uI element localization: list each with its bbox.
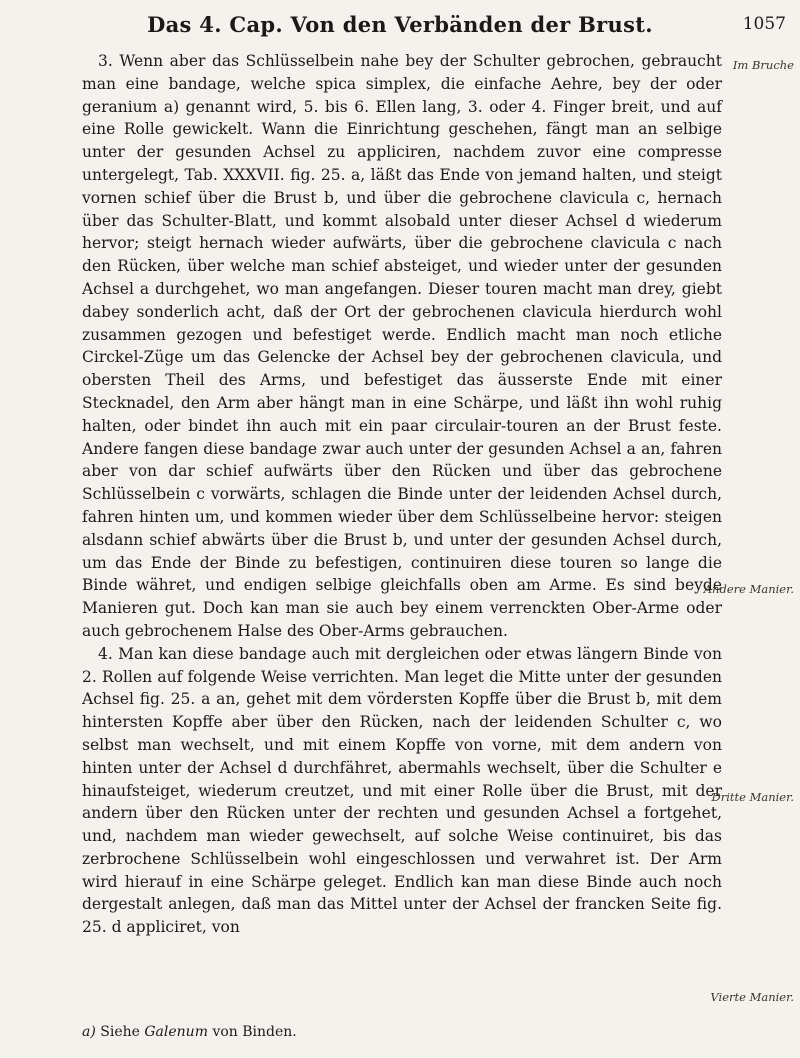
footnote-title: Galenum — [144, 1024, 208, 1040]
margin-note-vierte-manier: Vierte Manier. — [710, 990, 794, 1004]
margin-note-dritte-manier: Dritte Manier. — [711, 790, 794, 804]
footnote-label: a) — [82, 1024, 96, 1040]
margin-note-andere-manier: Andere Manier. — [703, 582, 794, 596]
footnote-text: Siehe — [100, 1024, 140, 1040]
margin-note-bruche: Im Bruche — [732, 58, 794, 72]
paragraph-section-4: 4. Man kan diese bandage auch mit dergleichen oder etwas längern Binde von 2. Rollen auf folgende Weise verrichten. Man leget die Mitte unter der gesunden Achsel fig. 25. a an, gehet mit dem vördersten Kopffe über die Brust b, mit dem hintersten Kopffe aber über den Rücken, nach der leidenden Schulter c, wo selbst man wechselt, und mit einem Kopffe von vorne, mit dem andern von hinten unter der Achsel d durchfähret, abermahls wechselt, über die Schulter e hinaufsteiget, wiederum creutzet, und mit einer Rolle über die Brust, mit der andern über den Rücken unter der rechten und gesunden Achsel a fortgehet, und, nachdem man wieder gewechselt, auf solche Weise continuiret, bis das zerbrochene Schlüsselbein wohl eingeschlossen und verwahret ist. Der Arm wird hierauf in eine Schärpe geleget. Endlich kan man diese Binde auch noch dergestalt anlegen, daß man das Mittel unter der Achsel der francken Seite fig. 25. d appliciret, von — [82, 644, 722, 937]
footnote — [82, 1024, 722, 1040]
running-head: Das 4. Cap. Von den Verbänden der Brust. — [147, 12, 653, 37]
page-header — [0, 8, 800, 44]
footnote-rest: von Binden. — [212, 1024, 297, 1040]
body-text — [82, 50, 722, 939]
page-number: 1057 — [742, 14, 786, 34]
paragraph-section-3: 3. Wenn aber das Schlüsselbein nahe bey der Schulter gebrochen, gebraucht man eine bandage, welche spica simplex, die einfache Aehre, bey der oder geranium a) genannt wird, 5. bis 6. Ellen lang, 3. oder 4. Finger breit, und auf eine Rolle gewickelt. Wann die Einrichtung geschehen, fängt man an selbige unter der gesunden Achsel zu appliciren, nachdem zuvor eine compresse untergelegt, Tab. XXXVII. fig. 25. a, läßt das Ende von jemand halten, und steigt vornen schief über die Brust b, und über die gebrochene clavicula c, hernach über das Schulter-Blatt, und kommt alsobald unter dieser Achsel d wiederum hervor; steigt hernach wieder aufwärts, über die gebrochene clavicula c nach den Rücken, über welche man schief absteiget, und wieder unter der gesunden Achsel a durchgehet, wo man angefangen. Dieser touren macht man drey, giebt dabey sonderlich acht, daß der Ort der gebrochenen clavicula hierdurch wohl zusammen gezogen und befestiget werde. Endlich macht man noch etliche Circkel-Züge um das Gelencke der Achsel bey der gebrochenen clavicula, und obersten Theil des Arms, und befestiget das äusserste Ende mit einer Stecknadel, den Arm aber hängt man in eine Schärpe, und läßt ihn wohl ruhig halten, oder bindet ihn auch mit ein paar circulair-touren an der Brust feste. Andere fangen diese bandage zwar auch unter der gesunden Achsel a an, fahren aber von dar schief aufwärts über den Rücken und über das gebrochene Schlüsselbein c vorwärts, schlagen die Binde unter der leidenden Achsel durch, fahren hinten um, und kommen wieder über dem Schlüsselbeine hervor: steigen alsdann schief abwärts über die Brust b, und unter der gesunden Achsel durch, um das Ende der Binde zu befestigen, continuiren diese touren so lange die Binde währet, und endigen selbige gleichfalls oben am Arme. Es sind beyde Manieren gut. Doch kan man sie auch bey einem verrenckten Ober-Arme oder auch gebrochenem Halse des Ober-Arms gebrauchen. — [82, 52, 722, 640]
